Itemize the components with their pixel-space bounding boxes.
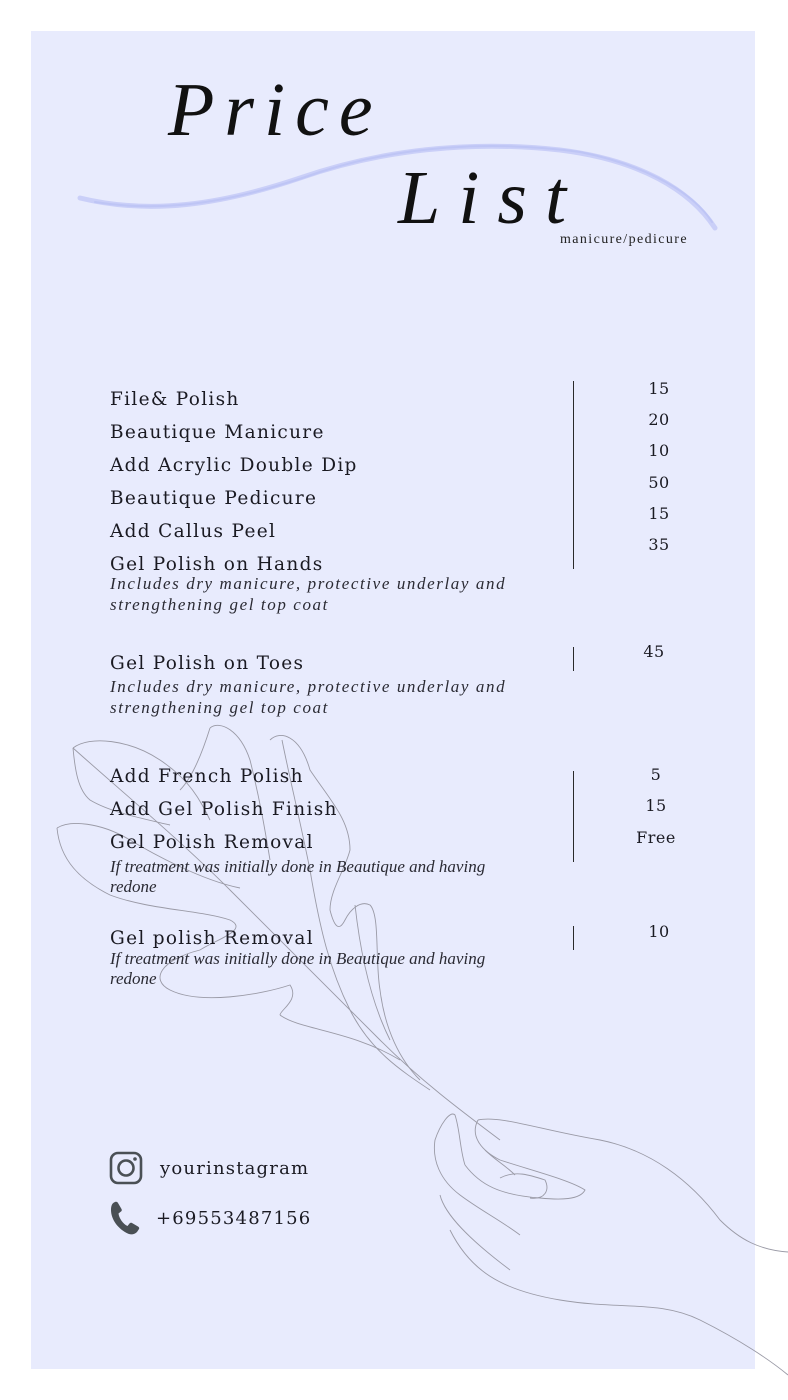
service-description: strengthening gel top coat <box>110 698 329 717</box>
service-price: 15 <box>648 504 670 523</box>
service-description: If treatment was initially done in Beautique and having <box>110 857 486 876</box>
service-description: redone <box>110 877 157 896</box>
subtitle: manicure/pedicure <box>560 232 688 247</box>
service-description: strengthening gel top coat <box>110 595 329 614</box>
service-name: Add Acrylic Double Dip <box>110 455 358 476</box>
instagram-handle: yourinstagram <box>160 1157 310 1179</box>
instagram-icon <box>109 1151 143 1185</box>
service-price: 10 <box>648 922 670 941</box>
service-price: Free <box>636 828 676 847</box>
service-name: Gel Polish Removal <box>110 832 314 853</box>
service-price: 35 <box>648 535 670 554</box>
section-divider-line <box>573 647 574 671</box>
service-description: Includes dry manicure, protective underlay and <box>110 677 507 696</box>
service-name: Beautique Manicure <box>110 422 325 443</box>
service-price: 10 <box>648 441 670 460</box>
title-list: List <box>398 156 585 240</box>
service-description: Includes dry manicure, protective underlay and <box>110 574 507 593</box>
service-price: 15 <box>645 796 667 815</box>
section-divider-line <box>573 381 574 569</box>
section-divider-line <box>573 926 574 950</box>
service-name: File& Polish <box>110 389 240 410</box>
instagram-link[interactable] <box>109 1151 309 1185</box>
service-name: Beautique Pedicure <box>110 488 318 509</box>
section-divider-line <box>573 771 574 862</box>
service-name: Add Callus Peel <box>110 521 277 542</box>
phone-link[interactable] <box>109 1200 311 1236</box>
service-name: Gel Polish on Hands <box>110 554 324 575</box>
service-description: If treatment was initially done in Beautique and having <box>110 949 486 968</box>
service-description: redone <box>110 969 157 988</box>
service-price: 45 <box>643 642 665 661</box>
service-name: Add Gel Polish Finish <box>110 799 338 820</box>
service-price: 15 <box>648 379 670 398</box>
service-name: Gel polish Removal <box>110 928 314 949</box>
service-price: 20 <box>648 410 670 429</box>
title-price: Price <box>168 68 383 152</box>
service-name: Gel Polish on Toes <box>110 653 305 674</box>
service-price: 5 <box>650 765 662 784</box>
phone-number: +69553487156 <box>156 1207 312 1229</box>
service-price: 50 <box>648 473 670 492</box>
phone-icon <box>109 1200 141 1236</box>
service-name: Add French Polish <box>110 766 304 787</box>
